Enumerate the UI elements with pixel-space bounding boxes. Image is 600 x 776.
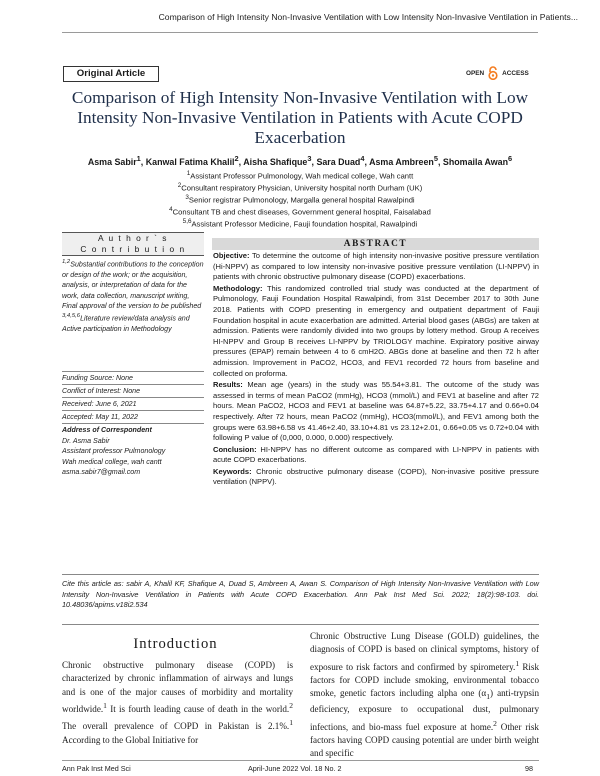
author-sup: 3 [307,154,312,163]
author-sup: 4 [360,154,365,163]
citation-ref: 2 [289,700,293,710]
affiliation-sup: 4 [169,206,173,213]
introduction-text-left [62,659,293,747]
text-run: It is fourth leading cause of death in the world. [106,703,290,714]
author-name: Sara Duad [316,156,361,167]
affiliation-sup: 2 [177,182,182,189]
affiliation-text: Assistant Professor Pulmonology, Wah medical college, Wah cantt [190,171,414,181]
footer-divider [62,760,539,761]
citation-ref: 1 [103,700,107,710]
section-text: HI-NPPV has no different outcome as compared with LI-NPPV in patients with acute COPD exacerbations. [213,444,539,465]
author-contribution-heading [62,232,204,256]
section-label: Results: [213,380,243,390]
introduction-heading: Introduction [133,636,218,652]
introduction-text-right [310,630,539,761]
section-text: This randomized controlled trial study was conducted at the department of Pulmonology, Fauji Foundation Hospital Rawalpindi, from 31st December 2017 to 30th June 2018. Patients with COPD presenting in emergency and outpatient department of Fauji Foundation hospital in acute exacerbation are admitted. Arterial blood gases (ABGs) are taken at admission. Patients were randomly divided into two groups by lottery method. Group A receives HI-NPPV and Group B receives LI-NPPV by TRIOLOGY machine. Expiratory positive airway pressures (EPAP) remain between 4 to 6 cmH2O. ABGs done at baseline and then 72 h after admission. Improvement in PaCO2, HCO3, and FEV1 recorded 72 hours from baseline and collected on proforma. [213,283,539,378]
page-number: 98 [525,764,533,773]
section-text: Mean age (years) in the study was 55.54+3.81. The outcome of the study was assessed in terms of mean PaCO2 (mmHg), HCO3 (mmol/L) and FEV1 at baseline and after 72 hours. Mean PaCO2, HCO3 and FEV1 at baseline was 64.87+5.22, 33.75+4.17 and 0.66+0.04 respectively. After 72 hours, mean PaCO2 (mmHg), HCO3(mmol/L), and FEV1 among both the groups were 63.98+6.58 vs 41.46+2.40, 33.10+4.81 vs 23.12+2.01, 0.66+0.05 vs 0.72+0.04 with following P value of (0,000, 0.000, 0.000) respectively. [213,380,539,443]
author-sup: 2 [234,154,239,163]
abstract-methodology [213,284,539,379]
article-title: Comparison of High Intensity Non-Invasive Ventilation with Low Intensity Non-Invasive Ventilation in Patients with Acute COPD Exacerbation [71,88,529,147]
abstract-heading: ABSTRACT [212,238,539,250]
citation-ref: 2 [493,718,497,728]
divider [62,384,204,385]
conflict-of-interest: Conflict of Interest: None [62,387,141,395]
text-run: The overall prevalence of COPD in Pakistan is 2.1%. [62,721,290,732]
section-text: To determine the outcome of high intensity non-invasive positive pressure ventilation (Hi-NPPV) as compared to low intensity non-invasive positive pressure ventilation (LI-NPPV) in patients with chronic obstructive pulmonary disease (COPD) exacerbations. [213,251,539,282]
author-sup: 6 [508,154,513,163]
section-label: Conclusion: [213,444,257,454]
footer-issue: April-June 2022 Vol. 18 No. 2 [248,764,342,773]
divider [62,624,539,625]
heading-line: A u t h o r ` s [98,233,168,243]
open-access-logo[interactable] [466,66,529,80]
received-date: Received: June 6, 2021 [62,400,137,408]
text-run: ) anti-trypsin deficiency, exposure to occupational dust, pulmonary infections, and bio-mass fuel exposure at home. [310,688,539,732]
correspondent-email[interactable]: asma.sabir7@gmail.com [62,468,141,477]
citation-ref: 1 [289,718,293,728]
contrib-sup: 3,4,5,6 [62,313,81,320]
affiliation-text: Assistant Professor Medicine, Fauji foundation hospital, Rawalpindi [191,219,418,229]
divider [62,423,204,424]
text-run: Chronic obstructive pulmonary disease (COPD) is characterized by chronic inflammation of airways and lungs and is one of the major causes of morbidity and mortality worldwide. [62,660,293,714]
affiliation [60,216,540,230]
abstract-keywords [213,467,539,488]
running-head: Comparison of High Intensity Non-Invasive Ventilation with Low Intensity Non-Invasive Ventilation in Patients... [158,12,578,22]
author-sup: 5 [433,154,438,163]
affiliation-sup: 5,6 [182,218,192,225]
accepted-date: Accepted: May 11, 2022 [62,413,138,421]
abstract-conclusion [213,445,539,466]
citation-ref: 1 [515,658,520,668]
affiliation-text: Consultant TB and chest diseases, Government general hospital, Faisalabad [172,207,431,217]
author-sup: 1 [136,154,141,163]
divider [62,410,204,411]
section-label: Keywords: [213,466,252,476]
correspondent-name: Dr. Asma Sabir [62,437,110,445]
citation: Cite this article as: sabir A, Khalil KF, Shafique A, Duad S, Ambreen A, Awan S. Comparison of High Intensity Non-Invasive Ventilation with Low Intensity Non-Invasive Ventilation in Patients with Acute COPD Exacerbation. Ann Pak Inst Med Sci. 2022; 18(2):98-103. doi. 10.48036/apims.v18i2.534 [62,579,539,610]
text-run: Chronic Obstructive Lung Disease (GOLD) guidelines, the diagnosis of COPD is based on clinical symptoms, history of exposure to risk factors and confirmed by spirometery. [310,631,539,672]
author-list: Asma Sabir$^1$, Kanwal Fatima Khalil$^2$, Aisha Shafique$^3$, Sara Duad$^4$, Asma Ambreen$^5$, Shomaila Awan$^6$ [87,154,513,167]
author-name: Asma Sabir [87,156,137,167]
contrib-text: Substantial contributions to the conception or design of the work; or the acquisition, analysis, or interpretation of data for the work, data collection, manuscript writing, Final approval of the version to be published [62,260,204,310]
section-text: Chronic obstructive pulmonary disease (COPD), Non-invasive positive pressure ventilation (NPPV). [213,466,539,487]
footer-journal: Ann Pak Inst Med Sci [62,764,131,773]
affiliation-sup: 1 [186,170,191,177]
affiliation-sup: 3 [185,194,189,201]
abstract-objective [213,251,539,283]
abstract-results [213,380,539,444]
article-type-badge: Original Article [63,66,159,82]
correspondence-heading: Address of Correspondent [62,426,152,434]
author-name: Asma Ambreen [369,156,434,167]
heading-line: C o n t r i b u t i o n [80,244,186,254]
open-access-label-left: OPEN [466,69,485,77]
correspondent-institution: Wah medical college, wah cantt [62,457,162,466]
divider [62,397,204,398]
affiliation-text: Consultant respiratory Physician, University hospital north Durham (UK) [181,183,423,193]
contrib-sup: 1,2 [62,259,71,265]
author-contributions [62,257,204,335]
header-divider [62,32,538,33]
correspondence-details [62,436,204,478]
funding-source: Funding Source: None [62,374,133,382]
author-name: Kanwal Fatima Khalil [145,156,235,167]
paragraph [62,659,293,747]
paragraph [310,630,539,761]
divider [62,371,204,372]
text-run: Risk factors for COPD include smoking, environmental tobacco smoke, genetic factors including alpha one (α [310,661,539,699]
subscript: 1 [486,692,490,702]
correspondent-title: Assistant professor Pulmonology [62,447,166,456]
open-access-label-right: ACCESS [502,69,529,77]
open-lock-icon [487,66,499,80]
divider [62,574,539,575]
author-name: Shomaila Awan [442,156,509,167]
section-label: Objective: [213,251,250,260]
section-label: Methodology: [213,283,263,293]
text-run: Other risk factors having COPD causing potential are under birth weight and specific [310,721,539,759]
text-run: According to the Global Initiative for [62,734,199,745]
affiliation-text: Senior registrar Pulmonology, Margalla general hospital Rawalpindi [188,195,415,205]
contrib-text: Literature review/data analysis and Active participation in Methodology [62,314,190,334]
abstract-body [213,251,539,489]
author-name: Aisha Shafique [243,156,308,167]
